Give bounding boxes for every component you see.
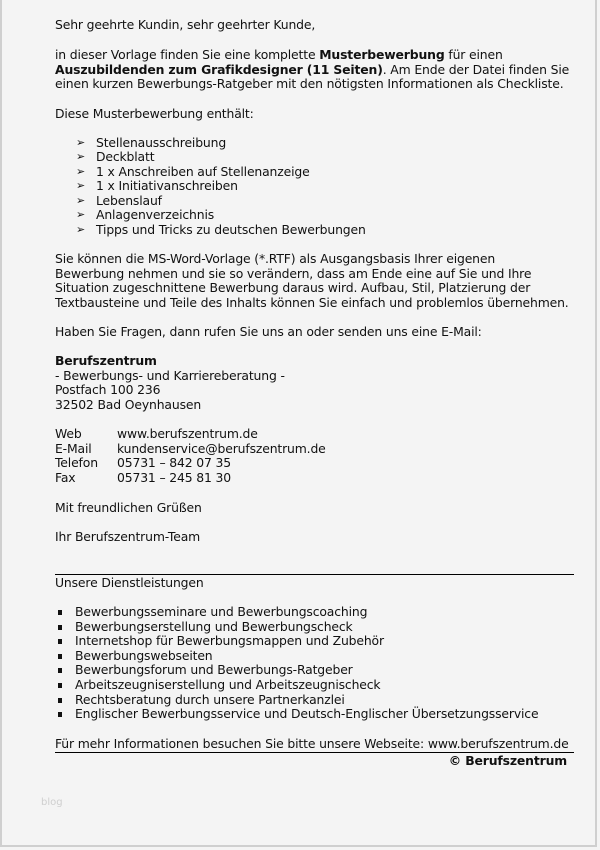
list-item-text: Arbeitszeugniserstellung und Arbeitszeugnischeck (75, 676, 381, 692)
list-item (55, 208, 366, 223)
list-item-text: Bewerbungsforum und Bewerbungs-Ratgeber (75, 662, 353, 678)
usage-line-4: Textbausteine und Teile des Inhalts können Sie einfach und problemlos übernehmen. (55, 294, 569, 310)
square-bullet-icon (58, 654, 62, 659)
list-item (55, 165, 366, 180)
list-item (55, 150, 366, 165)
intro-bold-title: Auszubildenden zum Grafikdesigner (11 Seiten) (55, 61, 383, 77)
copyright: © Berufszentrum (448, 753, 567, 768)
list-item-text: Lebenslauf (96, 192, 162, 208)
list-item-text: Englischer Bewerbungsservice und Deutsch-Englischer Übersetzungsservice (75, 706, 539, 722)
list-item-text: 1 x Initiativanschreiben (96, 178, 238, 194)
intro-line-2 (55, 63, 569, 78)
list-item-text: Anlagenverzeichnis (96, 207, 215, 223)
list-item-text: 1 x Anschreiben auf Stellenanzeige (96, 163, 310, 179)
list-item (55, 707, 538, 722)
contact-label: Telefon (55, 455, 98, 471)
signature: Ihr Berufszentrum-Team (55, 529, 201, 544)
list-item-text: Bewerbungserstellung und Bewerbungscheck (75, 618, 353, 634)
list-item-text: Tipps und Tricks zu deutschen Bewerbungen (96, 222, 366, 238)
square-bullet-icon (58, 668, 62, 673)
web-link[interactable]: www.berufszentrum.de (117, 426, 258, 441)
closing: Mit freundlichen Grüßen (55, 499, 202, 515)
more-info-text[interactable]: Für mehr Informationen besuchen Sie bitte unsere Webseite: www.berufszentrum.de (55, 736, 569, 751)
square-bullet-icon (58, 683, 62, 688)
list-item (55, 620, 538, 635)
watermark: blog (41, 797, 63, 808)
services-list (55, 605, 538, 722)
arrow-bullet-icon: ➢ (76, 223, 86, 237)
company-postbox: Postfach 100 236 (55, 382, 161, 398)
list-item (55, 223, 366, 238)
square-bullet-icon (58, 639, 62, 644)
list-item (55, 605, 538, 620)
list-item (55, 634, 538, 649)
intro-text: für einen (444, 47, 503, 62)
email-link[interactable]: kundenservice@berufszentrum.de (117, 440, 326, 456)
contact-label: Web (55, 426, 82, 441)
contents-list (55, 136, 366, 238)
arrow-bullet-icon: ➢ (76, 164, 86, 178)
list-item (55, 179, 366, 194)
contact-phone (55, 456, 231, 471)
list-item-text: Deckblatt (96, 149, 155, 165)
list-item-text: Stellenausschreibung (96, 134, 227, 150)
arrow-bullet-icon: ➢ (76, 150, 86, 164)
usage-line-2: Bewerbung nehmen und sie so verändern, dass am Ende eine auf Sie und Ihre (55, 265, 532, 281)
list-item-text: Internetshop für Bewerbungsmappen und Zubehör (75, 633, 384, 649)
intro-text: in dieser Vorlage finden Sie eine komplette (55, 47, 320, 62)
services-heading: Unsere Dienstleistungen (55, 574, 204, 590)
usage-line-1: Sie können die MS-Word-Vorlage (*.RTF) als Ausgangsbasis Ihrer eigenen (55, 251, 496, 266)
questions-text: Haben Sie Fragen, dann rufen Sie uns an oder senden uns eine E-Mail: (55, 324, 482, 339)
list-item (55, 136, 366, 151)
square-bullet-icon (58, 712, 62, 717)
arrow-bullet-icon: ➢ (76, 208, 86, 222)
list-item (55, 678, 538, 693)
intro-bold-musterbewerbung: Musterbewerbung (319, 47, 445, 62)
list-item-text: Rechtsberatung durch unsere Partnerkanzlei (75, 691, 345, 707)
salutation: Sehr geehrte Kundin, sehr geehrter Kunde, (55, 17, 316, 32)
contents-heading: Diese Musterbewerbung enthält: (55, 105, 254, 121)
phone-value: 05731 – 842 07 35 (117, 455, 231, 471)
list-item (55, 663, 538, 678)
list-item (55, 194, 366, 209)
square-bullet-icon (58, 698, 62, 703)
contact-label: E-Mail (55, 440, 92, 456)
arrow-bullet-icon: ➢ (76, 179, 86, 193)
company-tagline: - Bewerbungs- und Karriereberatung - (55, 367, 285, 383)
company-name: Berufszentrum (55, 353, 157, 368)
list-item-text: Bewerbungsseminare und Bewerbungscoaching (75, 604, 368, 619)
contact-web (55, 427, 258, 442)
contact-email (55, 442, 326, 457)
arrow-bullet-icon: ➢ (76, 135, 86, 149)
list-item (55, 693, 538, 708)
intro-line-1 (55, 48, 503, 63)
list-item-text: Bewerbungswebseiten (75, 647, 213, 663)
contact-fax (55, 471, 231, 486)
square-bullet-icon (58, 625, 62, 630)
company-city: 32502 Bad Oeynhausen (55, 396, 202, 412)
square-bullet-icon (58, 610, 62, 615)
contact-label: Fax (55, 469, 76, 485)
intro-line-3: einen kurzen Bewerbungs-Ratgeber mit den nötigsten Informationen als Checkliste. (55, 76, 564, 92)
intro-text: . Am Ende der Datei finden Sie (382, 61, 570, 77)
arrow-bullet-icon: ➢ (76, 193, 86, 207)
usage-line-3: Situation zugeschnittene Bewerbung daraus wird. Aufbau, Stil, Platzierung der (55, 280, 531, 296)
list-item (55, 649, 538, 664)
fax-value: 05731 – 245 81 30 (117, 469, 231, 485)
